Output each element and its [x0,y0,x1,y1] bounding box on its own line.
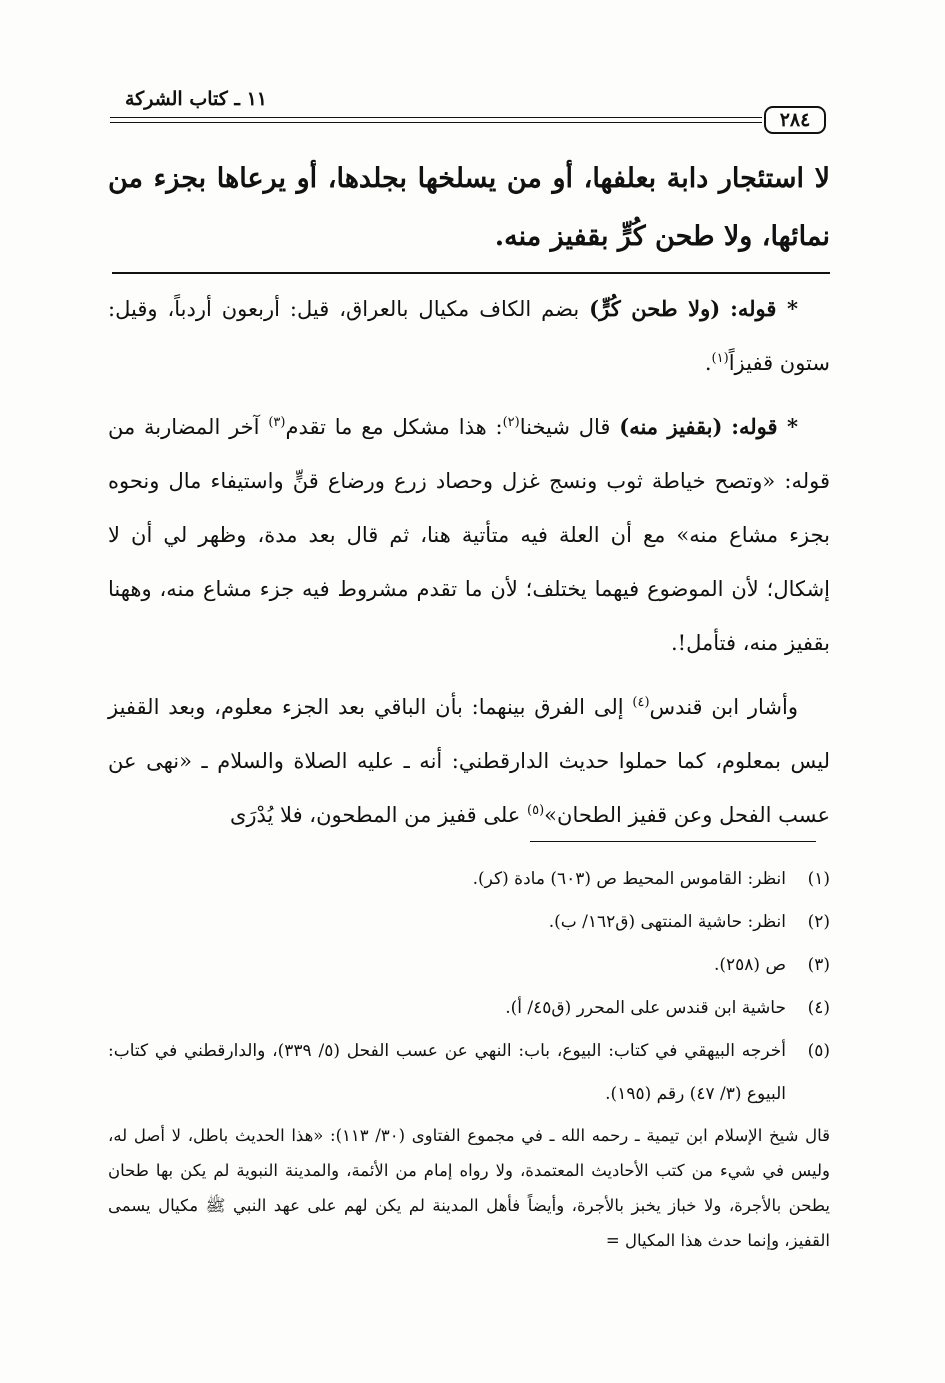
commentary [108,282,830,842]
header-double-rule [110,117,762,123]
footnote-text: انظر: حاشية المنتهى (ق١٦٢/ ب). [548,912,786,932]
footnote-ref-2[interactable]: (٢) [502,415,520,430]
footnote-text: انظر: القاموس المحيط ص (٦٠٣) مادة (كر). [472,869,786,889]
footnote-2 [108,901,830,944]
footnote-ref-5[interactable]: (٥) [527,803,545,818]
footnote-ref-4[interactable]: (٤) [632,695,650,710]
paragraph-text: وأشار ابن قندس [649,695,798,719]
commentary-paragraph-3 [108,680,830,842]
page-number: ٢٨٤ [779,109,811,131]
footnote-quote: قال شيخ الإسلام ابن تيمية ـ رحمه الله ـ في مجموع الفتاوى (٣٠/ ١١٣): «هذا الحديث باطل، لا أصل له، وليس في شيء من كتب الأحاديث المعتمدة، ولا رواه إمام من الأئمة، والمدينة النبوية لم يكن بها طحان يطحن بالأجرة، ولا خباز يخبز بالأجرة، وأيضاً فأهل المدينة لم يكن لهم على عهد النبي ﷺ مكيال يسمى القفيز، وإنما حدث هذا المكيال = [108,1126,830,1250]
footnote-separator [530,841,816,842]
footnote-4 [108,987,830,1030]
commentary-paragraph-1 [108,282,830,390]
footnote-ref-1[interactable]: (١) [711,351,729,366]
footnote-3 [108,944,830,987]
footnote-number: (٥) [807,1041,830,1061]
footnote-number: (٤) [807,998,830,1018]
paragraph-text: . [704,351,712,375]
footnote-text: حاشية ابن قندس على المحرر (ق٤٥/ أ). [505,998,786,1018]
footnote-5 [108,1030,830,1116]
footnote-number: (٢) [807,912,830,932]
footnote-number: (١) [807,869,830,889]
quoted-phrase: (ولا طحن كُرٍّ) [589,296,721,321]
paragraph-text: إلى الفرق بينهما: بأن الباقي بعد الجزء معلوم، وبعد القفيز ليس بمعلوم، كما حملوا حديث الدارقطني: أنه ـ عليه الصلاة والسلام ـ «نهى عن عسب الفحل وعن قفيز الطحان» [108,695,830,827]
footnote-1 [108,858,830,901]
footnote-text: أخرجه البيهقي في كتاب: البيوع، باب: النهي عن عسب الفحل (٥/ ٣٣٩)، والدارقطني في كتاب: البيوع (٣/ ٤٧) رقم (١٩٥). [108,1041,787,1104]
matn-separator [112,272,830,274]
footnote-text: ص (٢٥٨). [713,955,786,975]
paragraph-text: قال شيخنا [519,415,611,439]
paragraph-text: على قفيز من المطحون، فلا يُدْرَى [229,803,521,827]
matn-text: لا استئجار دابة بعلفها، أو من يسلخها بجلدها، أو يرعاها بجزء من نمائها، ولا طحن كُرٍّ بقفيز منه. [108,163,830,252]
paragraph-marker: * قوله: [730,296,799,321]
footnote-ref-3[interactable]: (٣) [268,415,286,430]
paragraph-marker: * قوله: [731,414,798,439]
paragraph-text: بضم الكاف مكيال بالعراق، قيل: أربعون أردباً، وقيل: ستون قفيزاً [108,297,830,375]
running-title: ١١ ـ كتاب الشركة [124,88,267,110]
quoted-phrase: (بقفيز منه) [619,414,723,439]
commentary-paragraph-2 [108,400,830,670]
page-number-badge [764,106,826,134]
footnotes [108,858,830,1258]
footnote-number: (٣) [807,955,830,975]
paragraph-text: : هذا مشكل مع ما تقدم [285,415,503,439]
paragraph-text: آخر المضاربة من قوله: «وتصح خياطة ثوب ونسج غزل وحصاد زرع ورضاع قنٍّ واستيفاء مال ونحوه بجزء مشاع منه» مع أن العلة فيه متأتية هنا، ثم قال بعد مدة، وظهر لي أن لا إشكال؛ لأن الموضوع فيهما يختلف؛ لأن ما تقدم مشروط فيه جزء مشاع منه، وههنا بقفيز منه، فتأمل!. [108,415,830,655]
